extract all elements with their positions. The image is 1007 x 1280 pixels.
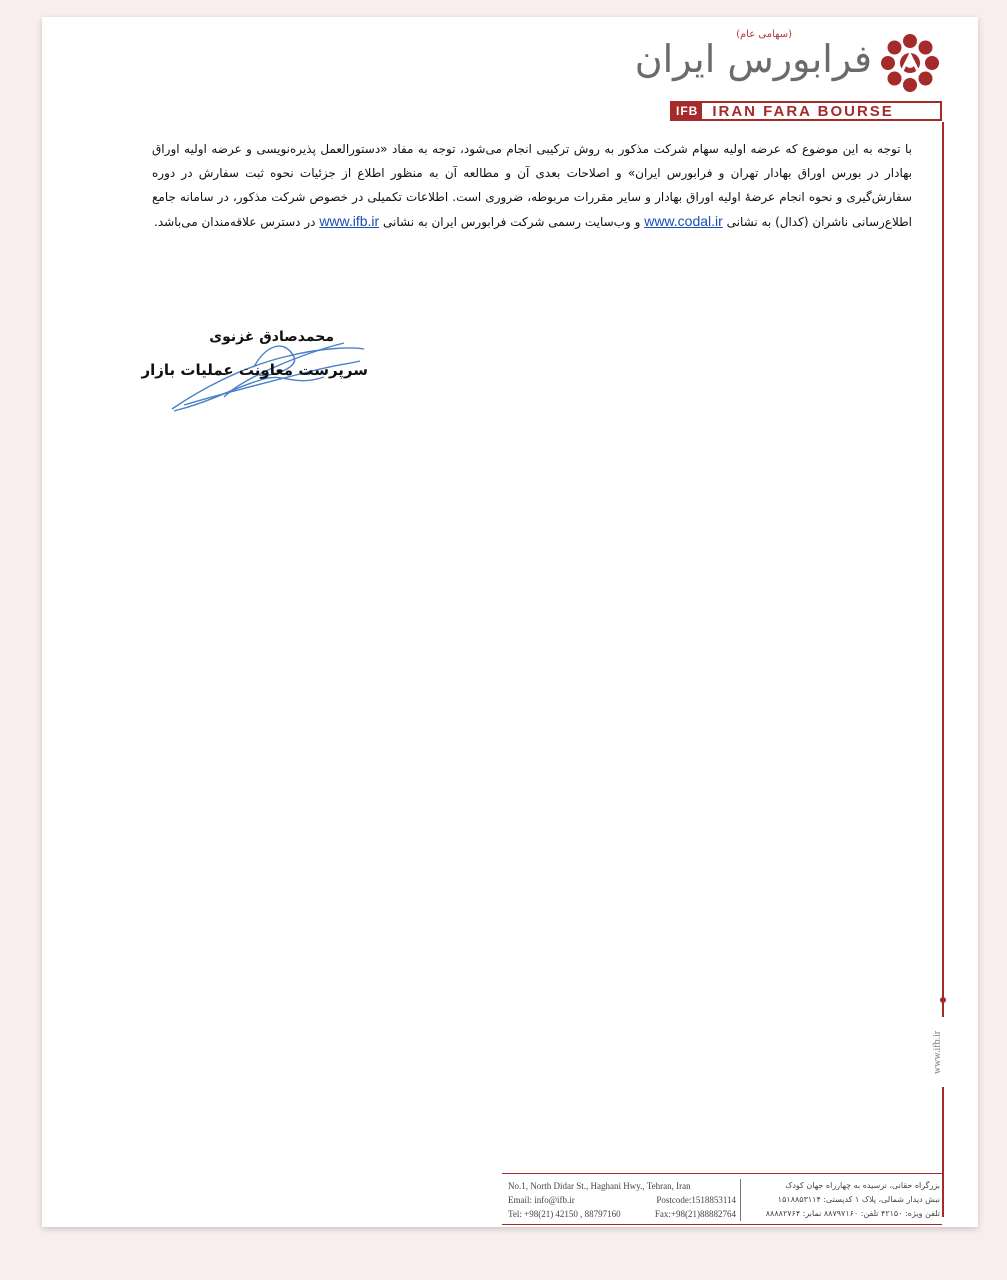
logo-text-en: IRAN FARA BOURSE xyxy=(712,102,894,120)
rule-dot-icon xyxy=(940,997,946,1003)
ifb-emblem-icon xyxy=(878,31,942,95)
footer-separator xyxy=(740,1179,741,1221)
side-url: www.ifb.ir xyxy=(932,1017,952,1087)
footer-email: Email: info@ifb.ir xyxy=(508,1195,575,1205)
body-text-part3: در دسترس علاقه‌مندان می‌باشد. xyxy=(154,215,316,229)
footer-address-en xyxy=(508,1179,736,1221)
logo-bar xyxy=(670,101,942,121)
footer-fax: Fax:+98(21)88882764 xyxy=(654,1209,736,1219)
ifb-link[interactable]: www.ifb.ir xyxy=(319,213,380,229)
logo-text-fa: فرابورس ایران xyxy=(634,37,872,81)
footer-postcode: Postcode:1518853114 xyxy=(656,1195,736,1205)
company-logo xyxy=(634,27,942,127)
body-text-part2: و وب‌سایت رسمی شرکت فرابورس ایران به نشانی xyxy=(383,215,641,229)
footer-fa-line: تلفن ویژه: ۴۲۱۵۰ تلفن: ۸۸۷۹۷۱۶۰ نمابر: ۸۸۸۸۲۷۶۴ xyxy=(765,1209,940,1218)
footer-bottom-line xyxy=(502,1224,942,1225)
codal-link[interactable]: www.codal.ir xyxy=(644,213,723,229)
footer-contact-row xyxy=(508,1193,736,1207)
footer-top-line xyxy=(502,1173,942,1174)
signatory-title: سرپرست معاونت عملیات بازار xyxy=(141,361,368,379)
footer-tel: Tel: +98(21) 42150 , 88797160 xyxy=(508,1209,621,1219)
body-paragraph xyxy=(152,137,912,234)
signatory-name: محمدصادق غزنوی xyxy=(209,329,334,345)
footer-fa-line: نبش دیدار شمالی، پلاک ۱ کدپستی: ۱۵۱۸۸۵۳۱۱۴ xyxy=(777,1195,940,1204)
letter-body xyxy=(152,137,912,234)
footer-address-fa xyxy=(744,1179,940,1221)
logo-subtitle: (سهامی عام) xyxy=(736,29,792,40)
signature-block xyxy=(141,317,374,417)
letter-page xyxy=(42,17,978,1227)
footer-phone-row xyxy=(508,1207,736,1221)
body-text-part1: با توجه به این موضوع که عرضه اولیه سهام شرکت مذکور به روش ترکیبی انجام می‌شود، توجه به مفاد «دستورالعمل پذیره‌نویسی و عرضه اولیه اوراق بهادار در بورس اوراق بهادار تهران و فرابورس ایران» و اصلاحات بعدی آن و مطالعه آن به منظور اطلاع از جزئیات نحوه ثبت سفارش در دوره سفارش‌گیری و نحوه انجام عرضهٔ اولیه اوراق بهادار و سایر مقررات مربوطه، ضروری است. اطلاعات تکمیلی در خصوص شرکت مذکور، در سامانه جامع اطلاع‌رسانی ناشران (کدال) به نشانی xyxy=(152,142,912,229)
footer-address-line: No.1, North Didar St., Haghani Hwy., Tehran, Iran xyxy=(508,1181,691,1191)
footer-fa-line: بزرگراه حقانی، نرسیده به چهارراه جهان کودک xyxy=(785,1181,940,1190)
logo-abbr: IFB xyxy=(672,103,702,119)
letter-footer xyxy=(502,1173,942,1225)
